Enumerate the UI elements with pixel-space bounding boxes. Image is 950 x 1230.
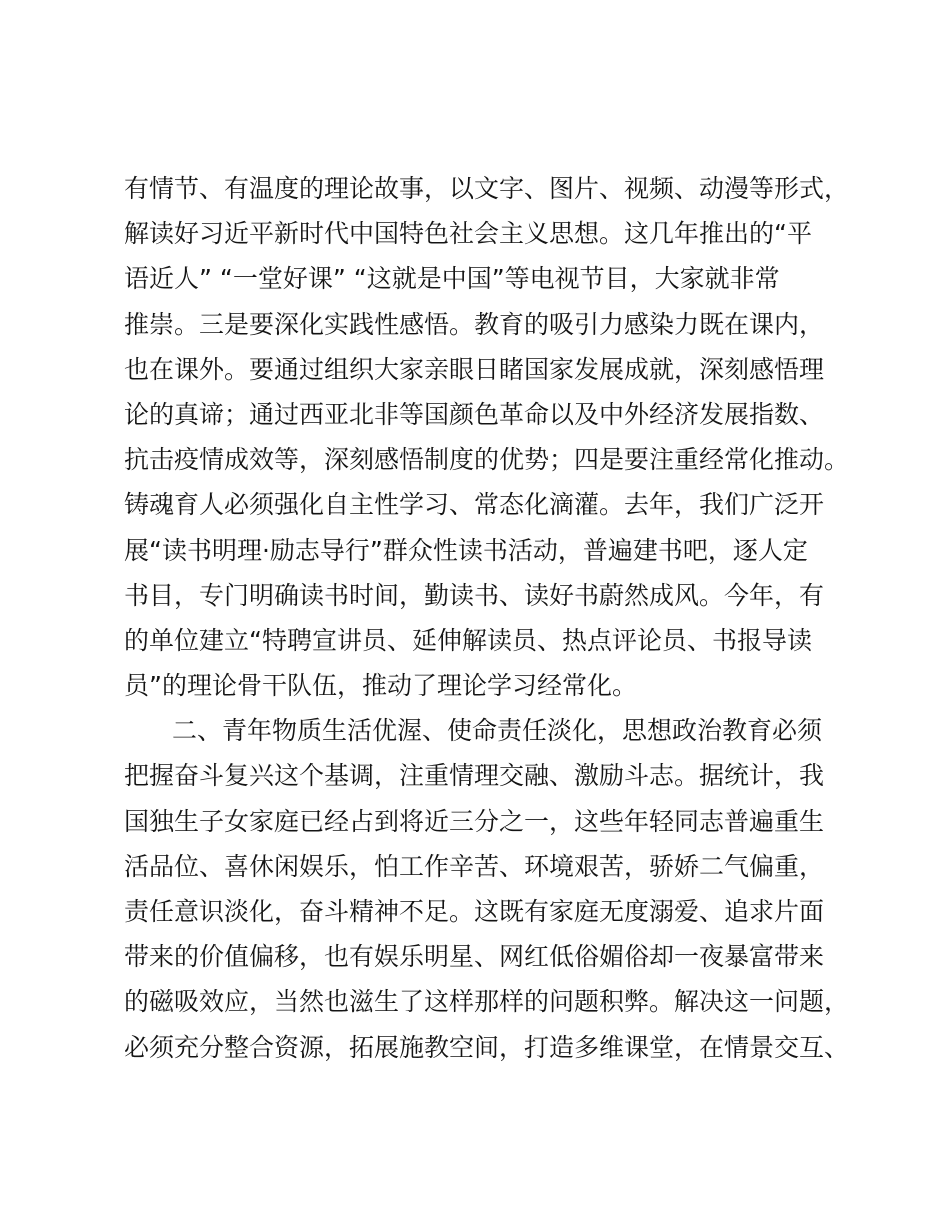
text-line: 铸魂育人必须强化自主性学习、常态化滴灌。去年，我们广泛开 (124, 490, 825, 520)
paragraph-start-line: 二、青年物质生活优渥、使命责任淡化，思想政治教育必须 (172, 716, 823, 746)
text-line: 展“读书明理·励志导行”群众性读书活动，普遍建书吧，逐人定 (124, 535, 808, 565)
text-line: 必须充分整合资源，拓展施教空间，打造多维课堂，在情景交互、 (124, 1032, 850, 1062)
text-line: 活品位、喜休闲娱乐，怕工作辛苦、环境艰苦，骄娇二气偏重， (124, 851, 825, 881)
text-line: 有情节、有温度的理论故事，以文字、图片、视频、动漫等形式， (124, 174, 850, 203)
body-text (124, 166, 850, 1070)
text-line: 责任意识淡化，奋斗精神不足。这既有家庭无度溺爱、追求片面 (124, 897, 825, 926)
text-line: 语近人” “一堂好课” “这就是中国”等电视节目，大家就非常 (124, 264, 780, 294)
text-line: 员”的理论骨干队伍，推动了理论学习经常化。 (124, 671, 637, 701)
text-line: 书目，专门明确读书时间，勤读书、读好书蔚然成风。今年，有 (124, 580, 825, 610)
text-line: 把握奋斗复兴这个基调，注重情理交融、激励斗志。据统计，我 (124, 761, 825, 791)
text-line: 国独生子女家庭已经占到将近三分之一，这些年轻同志普遍重生 (124, 806, 825, 836)
text-line: 带来的价值偏移，也有娱乐明星、网红低俗媚俗却一夜暴富带来 (124, 942, 825, 972)
text-line: 论的真谛；通过西亚北非等国颜色革命以及中外经济发展指数、 (124, 399, 825, 429)
text-line: 的单位建立“特聘宣讲员、延伸解读员、热点评论员、书报导读 (124, 625, 812, 655)
text-line: 推崇。三是要深化实践性感悟。教育的吸引力感染力既在课内， (124, 309, 825, 339)
text-line: 抗击疫情成效等，深刻感悟制度的优势；四是要注重经常化推动。 (124, 445, 850, 475)
text-line: 也在课外。要通过组织大家亲眼日睹国家发展成就，深刻感悟理 (124, 354, 825, 384)
text-line: 的磁吸效应，当然也滋生了这样那样的问题积弊。解决这一问题， (124, 987, 850, 1017)
text-line: 解读好习近平新时代中国特色社会主义思想。这几年推出的“平 (124, 219, 812, 249)
